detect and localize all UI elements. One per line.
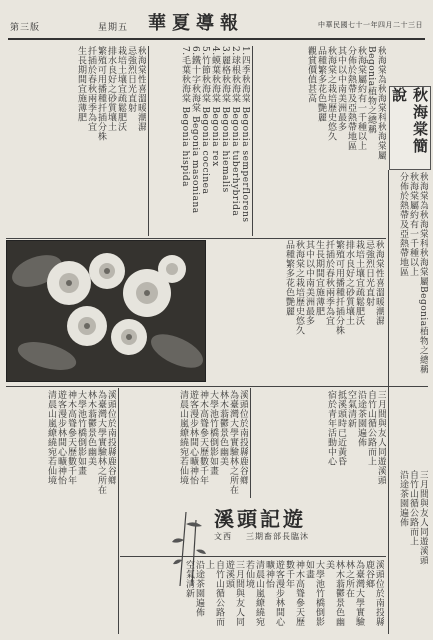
article-body-middle bbox=[208, 240, 384, 382]
section-rule bbox=[6, 238, 386, 239]
text-column: 秋海棠之栽培歷史悠久 bbox=[294, 240, 304, 335]
text-column: 秋海棠為秋海棠科秋海棠屬Begonia植物之總稱 bbox=[366, 46, 386, 160]
text-column: 神木高聳參天歷數千年 bbox=[284, 560, 304, 627]
text-column: 排水良好之砂質壤土 bbox=[344, 240, 354, 326]
article-title-box bbox=[389, 86, 431, 170]
text-column: 秋海棠性喜溫暖潮濕 bbox=[374, 240, 384, 326]
list-item: 7.毛葉秋海棠 Begonia hispida bbox=[180, 46, 190, 188]
article-body-upper-left bbox=[8, 46, 146, 236]
text-column: 自竹山循公路而上 bbox=[408, 470, 418, 546]
text-column: 神木高聳參天歷數千年 bbox=[66, 390, 76, 485]
list-item: 3.麗格秋海棠 Begonia hiemalis bbox=[220, 46, 230, 193]
text-column: 生長期間宜施薄肥 bbox=[314, 240, 324, 316]
newspaper-title: 華夏導報 bbox=[148, 13, 244, 34]
text-column: 溪頭位於南投縣鹿谷鄉 bbox=[106, 390, 116, 485]
text-column: 扦插於春秋兩季為宜 bbox=[324, 240, 334, 326]
text-column: 分佈於熱帶及亞熱帶地區 bbox=[398, 172, 408, 277]
list-item: 1.四季秋海棠 Begonia semperflorens bbox=[240, 46, 250, 223]
text-column: 大學池竹橋倒影如畫 bbox=[76, 390, 86, 476]
text-column: 自竹山循公路而上 bbox=[204, 560, 224, 627]
issue-date: 中華民國七十一年四月二十三日 bbox=[318, 21, 423, 29]
section-rule bbox=[6, 386, 428, 387]
text-column: 繁殖可用播種扦插分株 bbox=[96, 46, 106, 141]
section-rule bbox=[120, 556, 386, 557]
list-item: 6.鐵十字秋海棠 Begonia masoniana bbox=[190, 46, 200, 214]
text-column: 為臺灣大學實驗林之所在 bbox=[96, 390, 106, 495]
text-column: 沿途茶園遍佈 bbox=[194, 560, 204, 617]
begonia-photo bbox=[6, 240, 206, 382]
text-column: 品種繁多花色艷麗 bbox=[284, 240, 294, 316]
text-column: 溪頭位於南投縣鹿谷鄉 bbox=[238, 390, 248, 485]
travel-body-upper-mid bbox=[120, 390, 248, 498]
text-column: 分佈於熱帶及亞熱帶地區 bbox=[346, 46, 356, 151]
text-column: 清晨山嵐繚繞宛若仙境 bbox=[178, 390, 188, 485]
weekday-label: 星期五 bbox=[98, 23, 129, 33]
text-column: 栽培土壤宜疏鬆肥沃 bbox=[116, 46, 126, 132]
text-column: 觀賞價值甚高 bbox=[306, 46, 316, 103]
travel-article-title: 溪頭記遊 bbox=[214, 507, 306, 531]
text-column: 秋海棠之栽培歷史悠久 bbox=[326, 46, 336, 141]
text-column: 其中以中南美洲最多 bbox=[336, 46, 346, 132]
text-column: 品種繁多花色艷麗 bbox=[316, 46, 326, 122]
text-column: 忌強烈日光直射 bbox=[126, 46, 136, 113]
list-item: 2.球根秋海棠 Begonia tuberhybrida bbox=[230, 46, 240, 217]
text-column: 大學池竹橋倒影如畫 bbox=[304, 560, 324, 627]
text-column: 為臺灣大學實驗林之所在 bbox=[344, 560, 364, 627]
text-column: 三月間與友人同遊溪頭 bbox=[224, 560, 244, 627]
text-column: 秋海棠屬約有一千種以上 bbox=[356, 46, 366, 151]
text-column: 抵溪頭時已近黃昏 bbox=[336, 390, 346, 466]
text-column: 林木蓊鬱景色幽美 bbox=[86, 390, 96, 466]
text-column: 生長期間宜施薄肥 bbox=[76, 46, 86, 122]
travel-byline: 三期畜部長臨沐 bbox=[246, 532, 309, 541]
text-column: 空氣清新 bbox=[346, 390, 356, 428]
text-column: 為臺灣大學實驗林之所在 bbox=[228, 390, 238, 495]
header-rule bbox=[8, 38, 425, 40]
travel-body-far-right bbox=[392, 470, 428, 630]
text-column: 忌強烈日光直射 bbox=[364, 240, 374, 307]
text-column: 扦插於春秋兩季為宜 bbox=[86, 46, 96, 132]
text-column: 繁殖可用播種扦插分株 bbox=[334, 240, 344, 335]
text-column: 遊客漫步林間心曠神怡 bbox=[264, 560, 284, 627]
article-title: 秋海棠簡說 bbox=[390, 87, 429, 155]
text-column: 三月間與友人同遊溪頭 bbox=[376, 390, 386, 485]
text-column: 宿於青年活動中心 bbox=[326, 390, 336, 466]
column-rule bbox=[388, 170, 389, 470]
text-column: 林木蓊鬱景色幽美 bbox=[218, 390, 228, 466]
text-column: 其中以中南美洲最多 bbox=[304, 240, 314, 326]
text-column: 自竹山循公路而上 bbox=[366, 390, 376, 466]
text-column: 遊客漫步林間心曠神怡 bbox=[188, 390, 198, 485]
text-column: 秋海棠性喜溫暖潮濕 bbox=[136, 46, 146, 132]
page-label: 第三版 bbox=[10, 23, 41, 33]
text-column: 清晨山嵐繚繞宛若仙境 bbox=[244, 560, 264, 627]
text-column: 排水良好之砂質壤土 bbox=[106, 46, 116, 132]
page-header bbox=[8, 8, 425, 42]
text-column: 林木蓊鬱景色幽美 bbox=[324, 560, 344, 627]
text-column: 三月間與友人同遊溪頭 bbox=[418, 470, 428, 565]
column-rule bbox=[388, 470, 389, 634]
list-item: 5.竹節秋海棠 Begonia coccinea bbox=[200, 46, 210, 195]
text-column: 溪頭位於南投縣鹿谷鄉 bbox=[364, 560, 384, 627]
travel-body-left bbox=[8, 390, 116, 630]
text-column: 秋海棠為秋海棠科秋海棠屬Begonia植物之總稱 bbox=[418, 172, 428, 375]
text-column: 沿途茶園遍佈 bbox=[398, 470, 408, 527]
flower-illustration bbox=[7, 241, 205, 381]
text-column: 秋海棠屬約有一千種以上 bbox=[408, 172, 418, 277]
column-rule bbox=[250, 388, 251, 498]
text-column: 清晨山嵐繚繞宛若仙境 bbox=[46, 390, 56, 485]
column-rule bbox=[252, 46, 253, 236]
text-column: 神木高聳參天歷數千年 bbox=[198, 390, 208, 485]
article-body-far-right bbox=[392, 172, 428, 462]
travel-body-upper bbox=[252, 390, 386, 490]
column-rule bbox=[148, 46, 149, 236]
text-column: 沿途茶園遍佈 bbox=[356, 390, 366, 447]
species-list bbox=[150, 46, 250, 236]
text-column: 栽培土壤宜疏鬆肥沃 bbox=[354, 240, 364, 326]
text-column: 空氣清新 bbox=[184, 560, 194, 598]
travel-author: 文西 bbox=[214, 532, 232, 541]
article-body-upper-right bbox=[254, 46, 386, 192]
text-column: 大學池竹橋倒影如畫 bbox=[208, 390, 218, 476]
list-item: 4.蟆葉秋海棠 Begonia rex bbox=[210, 46, 220, 167]
text-column: 遊客漫步林間心曠神怡 bbox=[56, 390, 66, 485]
travel-body-bottom bbox=[120, 560, 384, 630]
column-rule bbox=[118, 388, 119, 634]
